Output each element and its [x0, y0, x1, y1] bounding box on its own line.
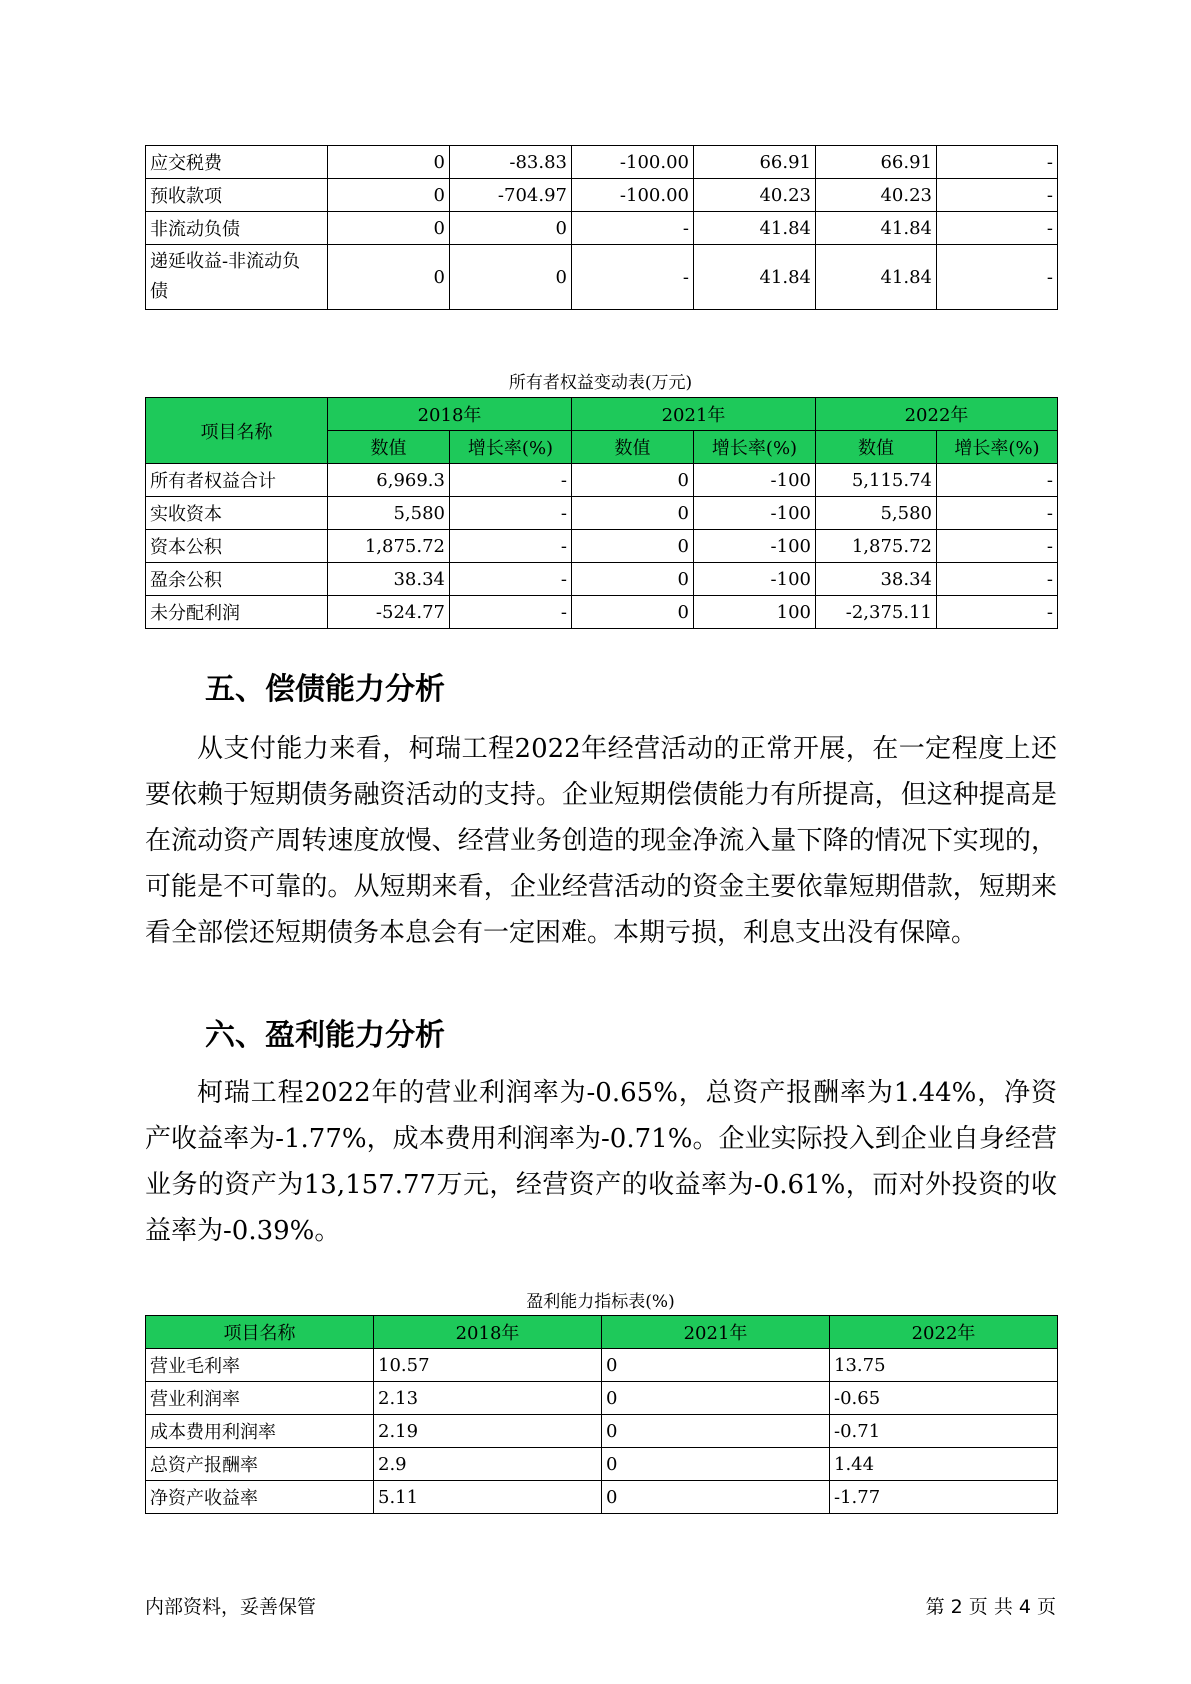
cell: 0	[602, 1382, 830, 1415]
table-row	[146, 212, 1058, 245]
cell: 41.84	[816, 245, 937, 310]
row-label: 营业利润率	[146, 1382, 374, 1415]
cell: 2.13	[374, 1382, 602, 1415]
cell: -	[937, 596, 1058, 629]
cell: -	[450, 464, 572, 497]
row-label	[146, 245, 328, 310]
section-paragraph: 从支付能力来看，柯瑞工程2022年经营活动的正常开展，在一定程度上还要依赖于短期债务融资活动的支持。企业短期偿债能力有所提高，但这种提高是在流动资产周转速度放慢、经营业务创造的现金净流入量下降的情况下实现的，可能是不可靠的。从短期来看，企业经营活动的资金主要依靠短期借款，短期来看全部偿还短期债务本息会有一定困难。本期亏损，利息支出没有保障。	[145, 734, 1057, 948]
table-row	[146, 179, 1058, 212]
cell: -704.97	[450, 179, 572, 212]
header-year: 2022年	[816, 398, 1058, 431]
row-label: 盈余公积	[146, 563, 328, 596]
cell: 0	[450, 245, 572, 310]
cell: 1,875.72	[328, 530, 450, 563]
table-row	[146, 530, 1058, 563]
row-label: 总资产报酬率	[146, 1448, 374, 1481]
liability-table	[145, 145, 1058, 310]
row-label: 成本费用利润率	[146, 1415, 374, 1448]
header-cell: 项目名称	[146, 1316, 374, 1349]
cell: -	[937, 146, 1058, 179]
cell: 0	[328, 179, 450, 212]
cell: 0	[450, 212, 572, 245]
cell: 0	[572, 497, 694, 530]
cell: 13.75	[830, 1349, 1058, 1382]
table-row	[146, 146, 1058, 179]
row-label: 营业毛利率	[146, 1349, 374, 1382]
table-row	[146, 245, 1058, 310]
table-row	[146, 1382, 1058, 1415]
row-label: 非流动负债	[146, 212, 328, 245]
table-header-row	[146, 1316, 1058, 1349]
table-row	[146, 563, 1058, 596]
cell: 5,580	[816, 497, 937, 530]
cell: -1.77	[830, 1481, 1058, 1514]
cell: 0	[602, 1415, 830, 1448]
table-row	[146, 1448, 1058, 1481]
cell: -	[937, 497, 1058, 530]
header-growth: 增长率(%)	[450, 431, 572, 464]
cell: 38.34	[816, 563, 937, 596]
table-row	[146, 464, 1058, 497]
cell: -2,375.11	[816, 596, 937, 629]
cell: 66.91	[694, 146, 816, 179]
header-year: 2018年	[328, 398, 572, 431]
cell: 1,875.72	[816, 530, 937, 563]
cell: -	[937, 530, 1058, 563]
cell: 0	[328, 212, 450, 245]
cell: -	[450, 497, 572, 530]
header-value: 数值	[816, 431, 937, 464]
cell: -	[937, 245, 1058, 310]
footer-confidential-note: 内部资料，妥善保管	[145, 1596, 317, 1618]
cell: -	[572, 212, 694, 245]
cell: 0	[328, 146, 450, 179]
row-label: 实收资本	[146, 497, 328, 530]
cell: 0	[572, 530, 694, 563]
table-header-row	[146, 398, 1058, 431]
cell: 1.44	[830, 1448, 1058, 1481]
cell: -	[450, 530, 572, 563]
section-heading: 六、盈利能力分析	[205, 1018, 445, 1053]
cell: -0.65	[830, 1382, 1058, 1415]
header-year: 2021年	[572, 398, 816, 431]
cell: 41.84	[694, 212, 816, 245]
cell: -	[450, 596, 572, 629]
cell: 100	[694, 596, 816, 629]
table-row	[146, 596, 1058, 629]
cell: -100	[694, 563, 816, 596]
cell: -83.83	[450, 146, 572, 179]
row-label: 应交税费	[146, 146, 328, 179]
cell: 66.91	[816, 146, 937, 179]
cell: 0	[602, 1448, 830, 1481]
cell: 2.19	[374, 1415, 602, 1448]
cell: -100	[694, 464, 816, 497]
section-paragraph: 柯瑞工程2022年的营业利润率为-0.65%，总资产报酬率为1.44%，净资产收益率为-1.77%，成本费用利润率为-0.71%。企业实际投入到企业自身经营业务的资产为13,157.77万元，经营资产的收益率为-0.61%，而对外投资的收益率为-0.39%。	[145, 1078, 1057, 1246]
row-label: 资本公积	[146, 530, 328, 563]
cell: -100.00	[572, 179, 694, 212]
table-row	[146, 497, 1058, 530]
header-item-name: 项目名称	[146, 398, 328, 464]
header-cell: 2018年	[374, 1316, 602, 1349]
cell: 5.11	[374, 1481, 602, 1514]
cell: 40.23	[694, 179, 816, 212]
cell: -	[450, 563, 572, 596]
row-label-line-2: 债	[150, 281, 168, 302]
cell: 5,115.74	[816, 464, 937, 497]
header-growth: 增长率(%)	[937, 431, 1058, 464]
row-label: 净资产收益率	[146, 1481, 374, 1514]
equity-table-caption: 所有者权益变动表(万元)	[508, 373, 693, 393]
cell: 0	[572, 464, 694, 497]
row-label: 未分配利润	[146, 596, 328, 629]
row-label: 预收款项	[146, 179, 328, 212]
cell: -100	[694, 530, 816, 563]
row-label: 所有者权益合计	[146, 464, 328, 497]
cell: 0	[328, 245, 450, 310]
cell: 5,580	[328, 497, 450, 530]
cell: -524.77	[328, 596, 450, 629]
cell: 41.84	[816, 212, 937, 245]
footer-page-number: 第 2 页 共 4 页	[925, 1596, 1056, 1618]
cell: -	[937, 212, 1058, 245]
cell: 0	[602, 1349, 830, 1382]
header-cell: 2021年	[602, 1316, 830, 1349]
cell: -100	[694, 497, 816, 530]
cell: 0	[602, 1481, 830, 1514]
cell: -	[937, 563, 1058, 596]
cell: -100.00	[572, 146, 694, 179]
cell: -0.71	[830, 1415, 1058, 1448]
header-cell: 2022年	[830, 1316, 1058, 1349]
profit-table	[145, 1315, 1058, 1514]
header-value: 数值	[572, 431, 694, 464]
cell: 41.84	[694, 245, 816, 310]
cell: 10.57	[374, 1349, 602, 1382]
cell: 0	[572, 563, 694, 596]
cell: -	[937, 464, 1058, 497]
cell: 40.23	[816, 179, 937, 212]
table-row	[146, 1349, 1058, 1382]
row-label-line-1: 递延收益-非流动负	[150, 251, 301, 272]
table-row	[146, 1481, 1058, 1514]
table-row	[146, 1415, 1058, 1448]
cell: 2.9	[374, 1448, 602, 1481]
header-value: 数值	[328, 431, 450, 464]
cell: 6,969.3	[328, 464, 450, 497]
header-growth: 增长率(%)	[694, 431, 816, 464]
cell: -	[937, 179, 1058, 212]
cell: 38.34	[328, 563, 450, 596]
section-heading: 五、偿债能力分析	[205, 672, 445, 707]
cell: 0	[572, 596, 694, 629]
profit-table-caption: 盈利能力指标表(%)	[526, 1292, 675, 1312]
cell: -	[572, 245, 694, 310]
equity-table	[145, 397, 1058, 629]
